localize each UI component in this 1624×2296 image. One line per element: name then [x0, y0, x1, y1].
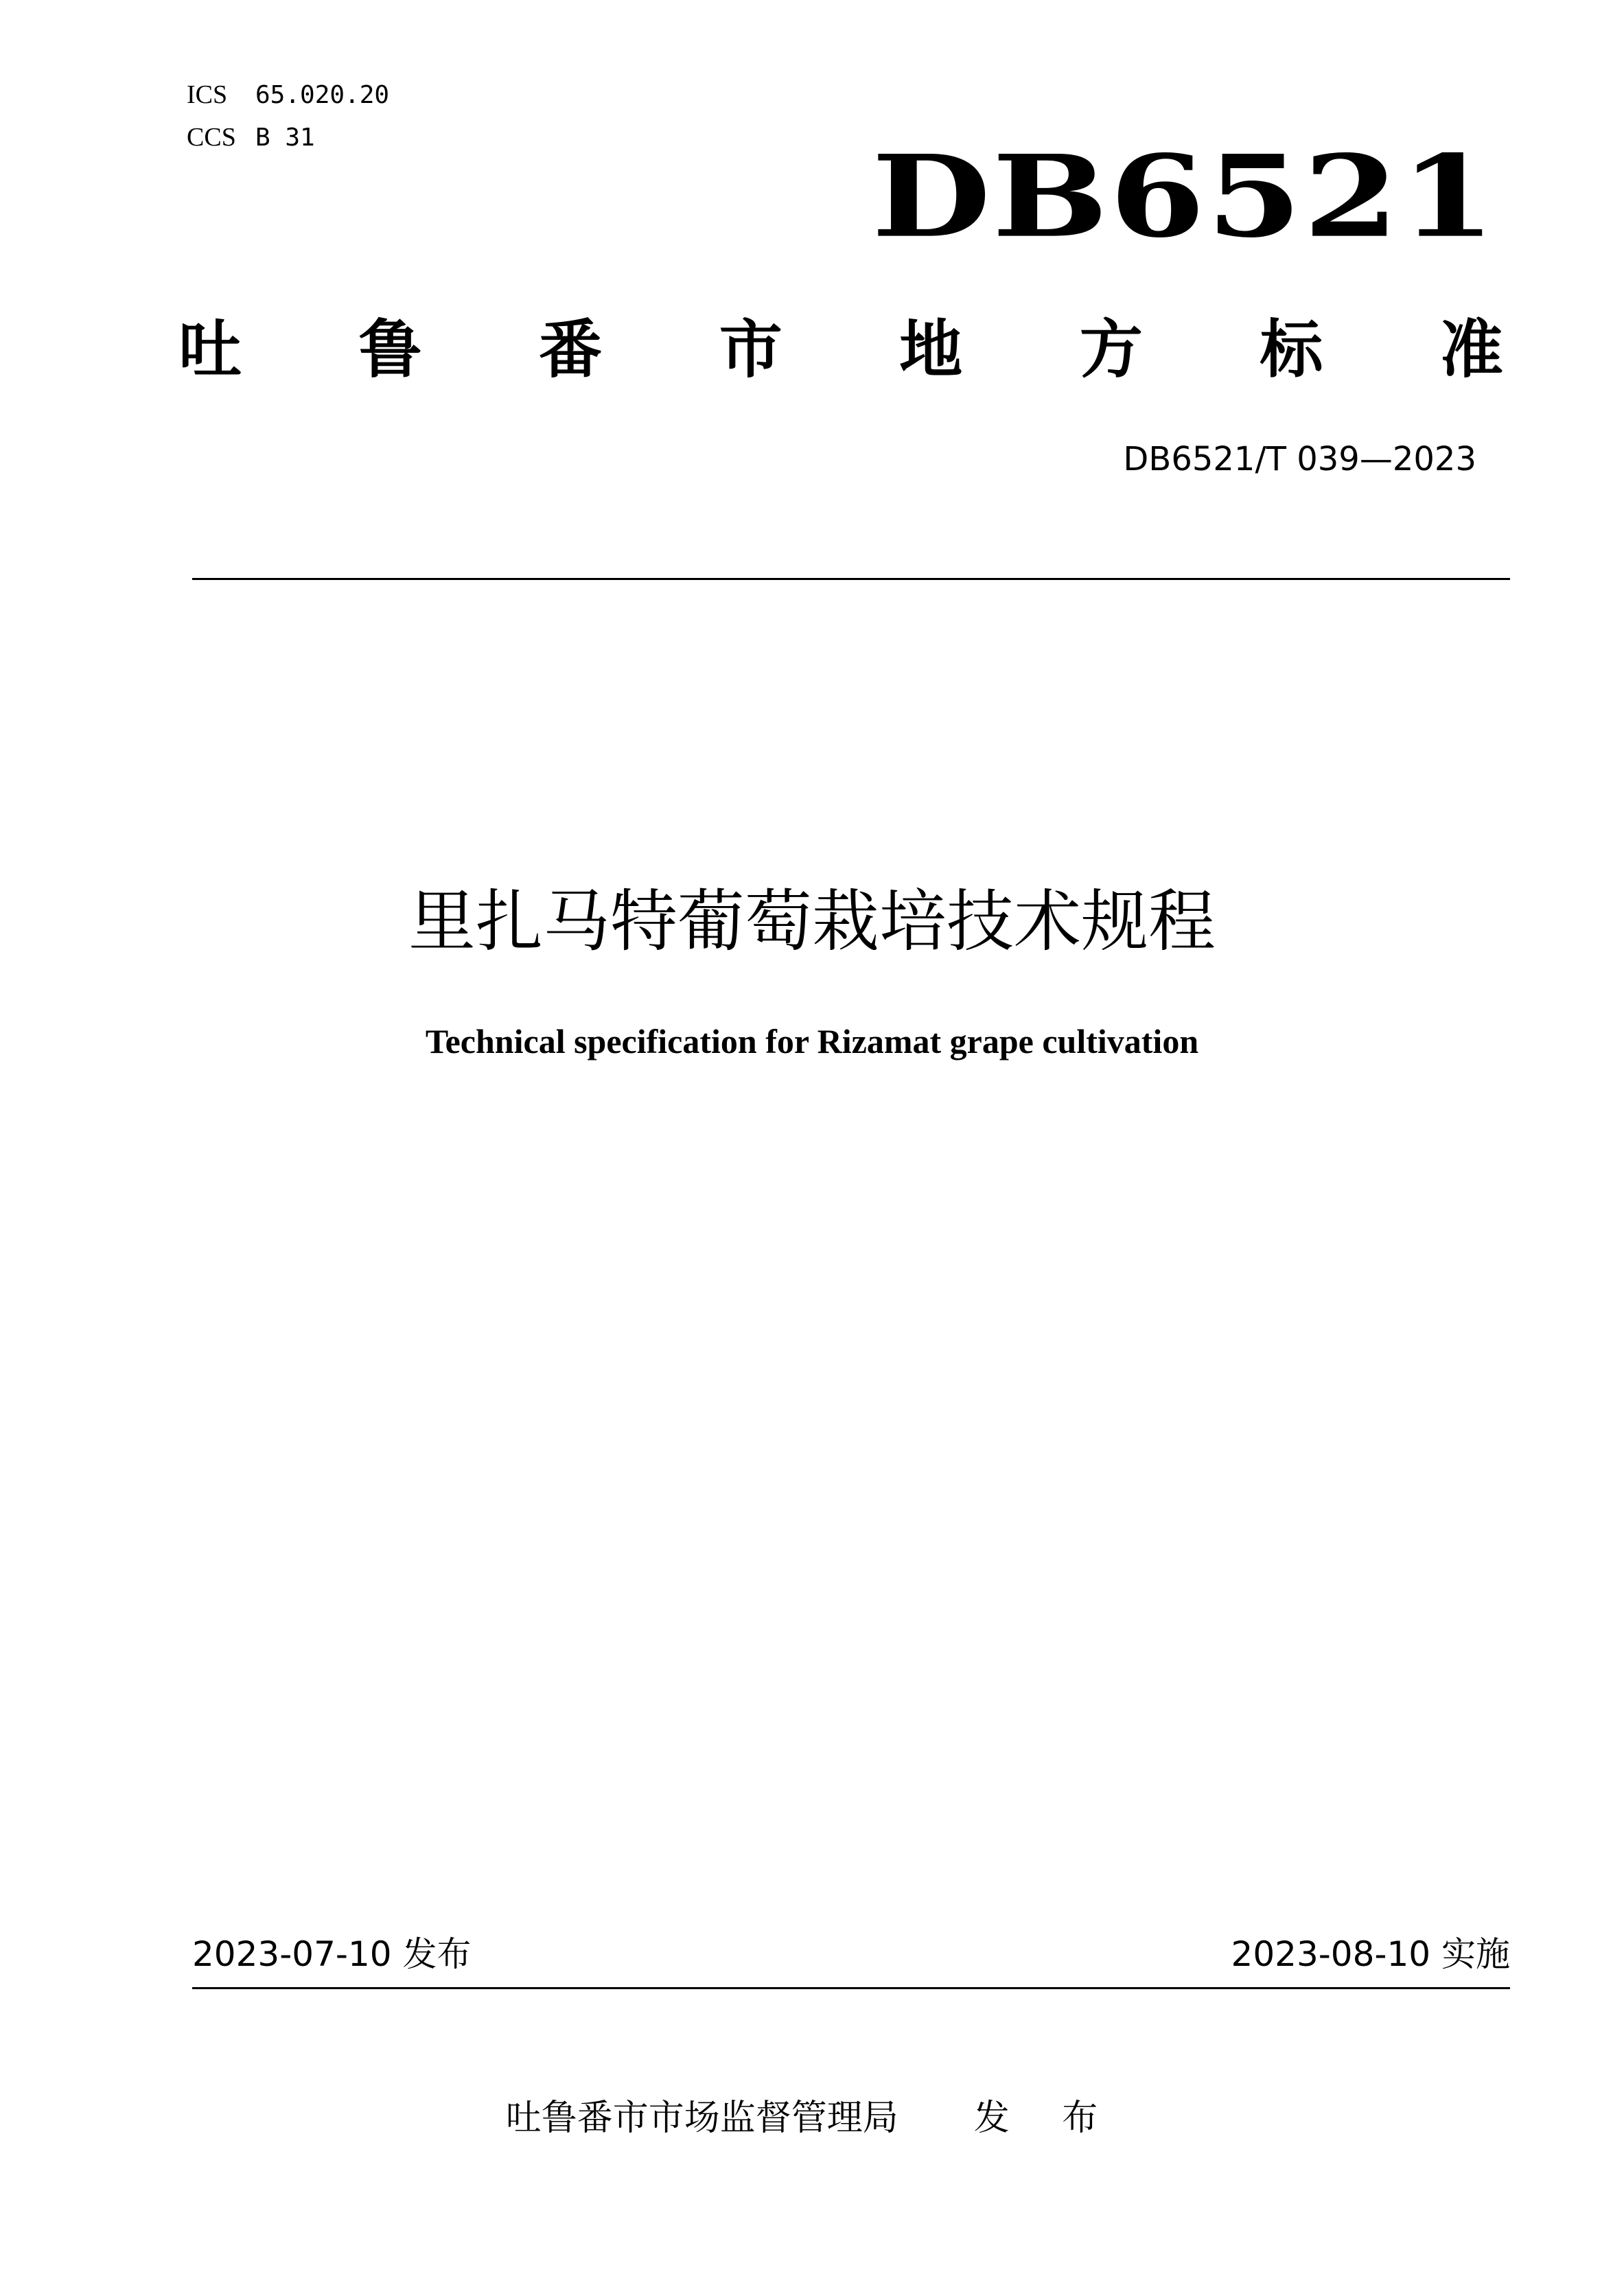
- document-title-cn: 里扎马特葡萄栽培技术规程: [408, 883, 1216, 961]
- title-char: 地: [899, 313, 963, 386]
- ccs-label: CCS: [187, 123, 236, 152]
- standard-logo: DB6521: [872, 130, 1498, 263]
- ccs-classification: [187, 124, 315, 150]
- ics-label: ICS: [187, 80, 228, 109]
- local-standard-title: [178, 312, 1503, 388]
- issuer-action: 发 布: [973, 2098, 1119, 2139]
- title-char: 标: [1260, 313, 1323, 386]
- title-char: 吐: [178, 313, 242, 386]
- release-date: 2023-07-10 发布: [192, 1934, 472, 1974]
- standard-number: DB6521/T 039—2023: [1123, 440, 1476, 478]
- title-char: 方: [1079, 313, 1143, 386]
- title-char: 市: [719, 313, 782, 386]
- title-char: 鲁: [358, 313, 422, 386]
- ccs-code: B 31: [255, 124, 315, 152]
- effective-date: 2023-08-10 实施: [1231, 1934, 1510, 1974]
- issuer-line: [0, 2098, 1624, 2139]
- title-char: 番: [539, 313, 603, 386]
- ics-code: 65.020.20: [255, 81, 390, 109]
- issuer-name: 吐鲁番市市场监督管理局: [505, 2098, 898, 2139]
- title-char: 准: [1439, 313, 1503, 386]
- top-divider: [192, 578, 1510, 580]
- bottom-divider: [192, 1987, 1510, 1989]
- ics-classification: [187, 81, 389, 108]
- document-title-en: Technical specification for Rizamat grape cultivation: [425, 1022, 1199, 1060]
